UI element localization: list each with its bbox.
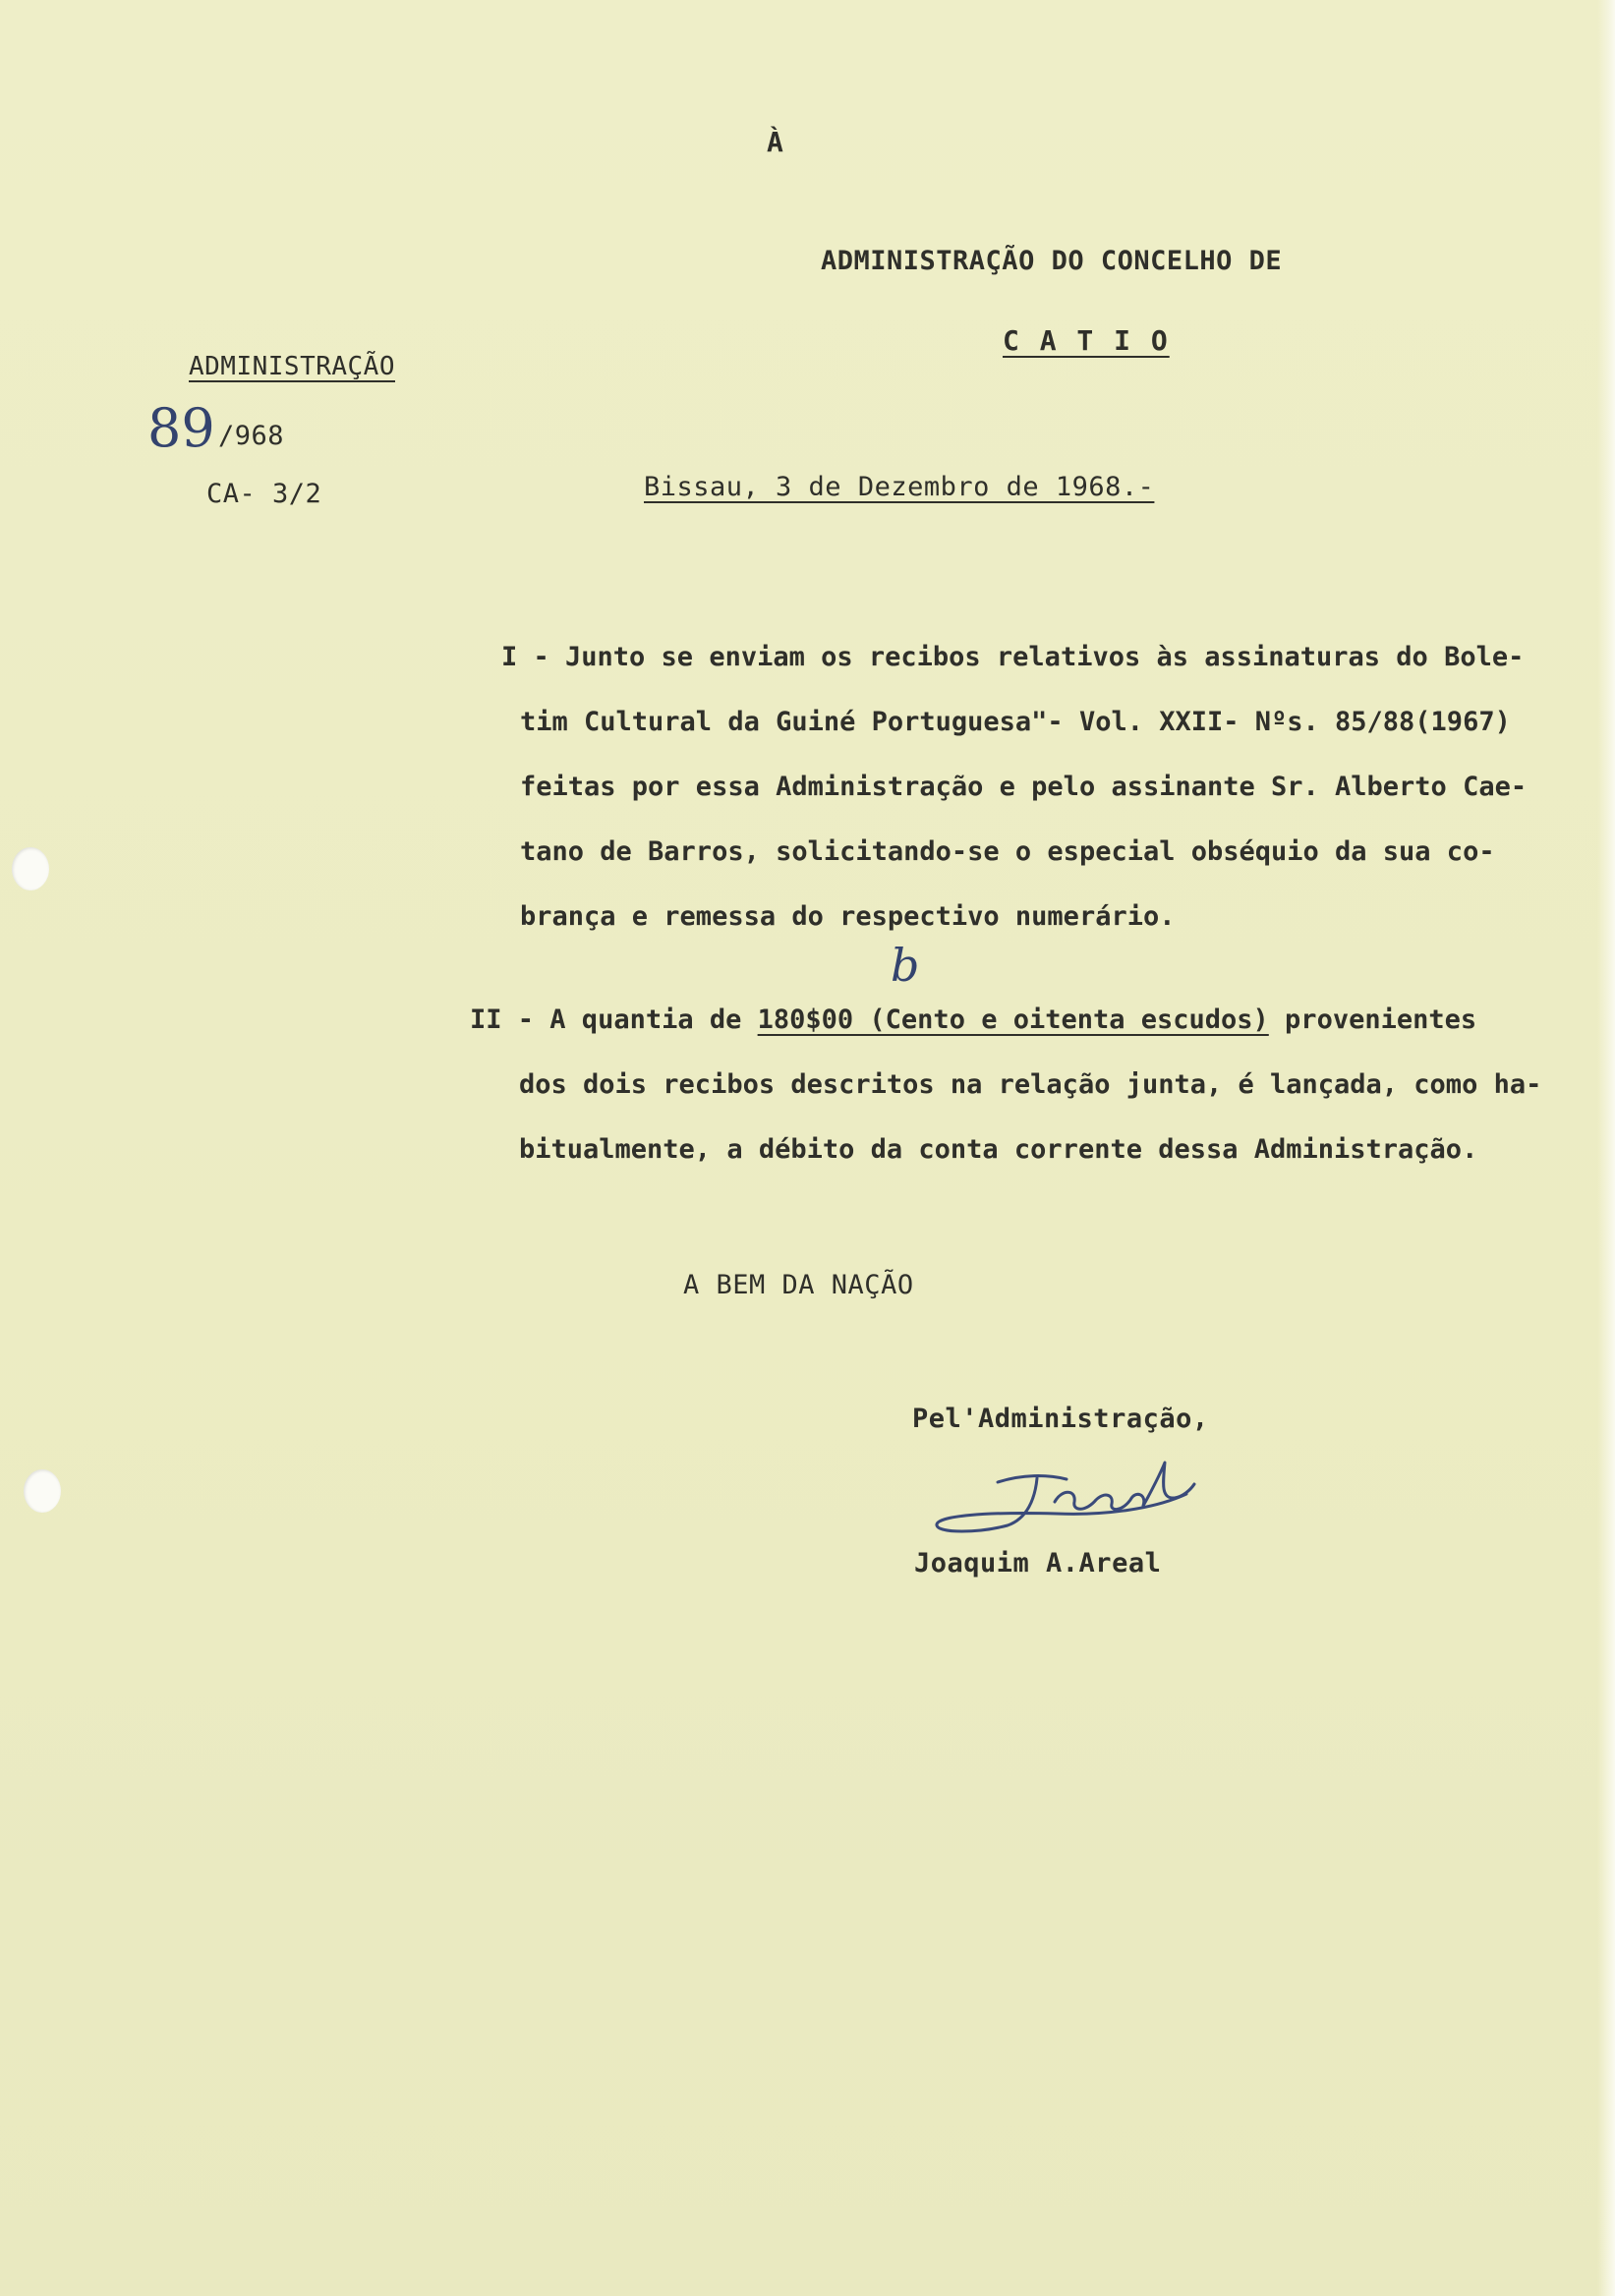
paragraph-1-line: tim Cultural da Guiné Portuguesa"- Vol. XXII- Nºs. 85/88(1967) xyxy=(520,707,1511,737)
on-behalf-line: Pel'Administração, xyxy=(912,1404,1209,1434)
addressee-place: C A T I O xyxy=(1003,324,1170,357)
paragraph-1-line: I - Junto se enviam os recibos relativos às assinaturas do Bole- xyxy=(501,642,1525,672)
reference-number-suffix: /968 xyxy=(218,421,285,451)
addressee-line: ADMINISTRAÇÃO DO CONCELHO DE xyxy=(821,246,1283,276)
paragraph-2-line: dos dois recibos descritos na relação junta, é lançada, como ha- xyxy=(519,1069,1542,1100)
paragraph-2-line: bitualmente, a débito da conta corrente dessa Administração. xyxy=(519,1134,1478,1165)
paragraph-2-numeral: II - xyxy=(470,1004,535,1035)
paragraph-1 xyxy=(501,625,1527,949)
handwritten-signature xyxy=(929,1455,1204,1548)
punch-hole-top xyxy=(12,847,49,890)
paragraph-1-line: brança e remessa do respectivo numerário. xyxy=(520,901,1176,932)
reference-office: ADMINISTRAÇÃO xyxy=(189,352,395,381)
paragraph-2-text-after: provenientes xyxy=(1268,1004,1477,1035)
paragraph-1-line: feitas por essa Administração e pelo assinante Sr. Alberto Cae- xyxy=(520,772,1528,802)
paragraph-2-amount: 180$00 (Cento e oitenta escudos) xyxy=(757,1004,1269,1035)
paragraph-2-text-before: A quantia de xyxy=(549,1004,758,1035)
punch-hole-bottom xyxy=(24,1469,61,1513)
date-line: Bissau, 3 de Dezembro de 1968.- xyxy=(644,472,1155,502)
paragraph-2-first-line xyxy=(470,988,1541,1053)
reference-number-handwritten: 89 xyxy=(147,397,215,459)
handwritten-correction: b xyxy=(891,939,920,992)
signatory-name: Joaquim A.Areal xyxy=(914,1548,1162,1578)
paper-edge xyxy=(1597,0,1615,2296)
reference-code: CA- 3/2 xyxy=(206,479,322,509)
paragraph-2 xyxy=(470,988,1541,1182)
addressee-prefix: À xyxy=(767,126,784,158)
paragraph-1-line: tano de Barros, solicitando-se o especial obséquio da sua co- xyxy=(520,836,1495,867)
closing-formula: A BEM DA NAÇÃO xyxy=(683,1270,914,1300)
